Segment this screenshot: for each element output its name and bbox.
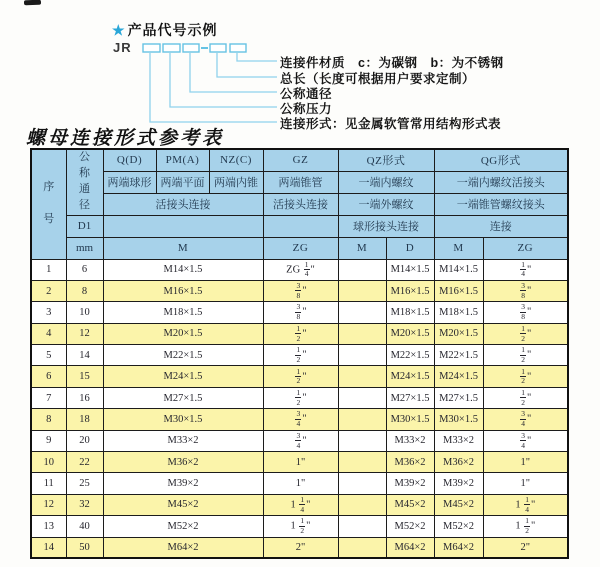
fraction-value: $\frac{1}{2}$ (525, 516, 529, 536)
table-row (31, 516, 568, 537)
cell-seq: 9 (31, 430, 66, 451)
cell-qz_m (338, 366, 386, 387)
cell-seq: 1 (31, 259, 66, 280)
cell-qg_m: M16×1.5 (434, 280, 483, 301)
fraction-value: $\frac{1}{2}$ (296, 366, 301, 386)
fraction-value: $\frac{3}{8}$ (521, 281, 525, 300)
code-box-5 (230, 44, 246, 52)
header-code-nzc: NZ(C) (209, 149, 263, 171)
cell-seq: 10 (31, 452, 66, 473)
fraction-value: $\frac{3}{8}$ (296, 281, 301, 300)
header-qz-sub3: 球形接头连接 (338, 215, 434, 237)
fraction-value: $\frac{3}{4}$ (521, 430, 525, 450)
header-sub-nzc: 两端内锥 (209, 171, 263, 193)
header-unit-qg-m: M (434, 237, 483, 259)
callout-label-material: 连接件材质 c：为碳钢 b：为不锈钢 (280, 56, 504, 70)
cell-zg: $\frac{1}{2}$ " (263, 387, 338, 408)
fraction-value: $\frac{1}{2}$ (521, 366, 525, 386)
cell-qg_zg: $\frac{1}{2}$ " (483, 323, 568, 344)
header-code-pma: PM(A) (156, 149, 209, 171)
cell-qg_m: M33×2 (434, 430, 483, 451)
cell-seq: 4 (31, 323, 66, 344)
cell-m: M52×2 (103, 516, 263, 537)
code-box-3 (183, 44, 199, 52)
cell-m: M22×1.5 (103, 345, 263, 366)
cell-qg_m: M64×2 (434, 537, 483, 558)
cell-qz_d: M30×1.5 (386, 409, 434, 430)
cell-zg: $\frac{3}{8}$ " (263, 280, 338, 301)
cell-m: M16×1.5 (103, 280, 263, 301)
cell-qg_m: M27×1.5 (434, 387, 483, 408)
callout-line-form (150, 53, 277, 122)
fraction-value: $\frac{1}{2}$ (296, 388, 301, 407)
fraction-value: $\frac{3}{4}$ (296, 430, 301, 450)
cell-m: M14×1.5 (103, 259, 263, 280)
cell-dn: 6 (66, 259, 103, 280)
cell-qg_zg: $\frac{3}{4}$ " (483, 409, 568, 430)
cell-qz_d: M16×1.5 (386, 280, 434, 301)
header-unit-m: M (103, 237, 263, 259)
cell-qz_d: M24×1.5 (386, 366, 434, 387)
header-unit-qz-m: M (338, 237, 386, 259)
cell-m: M45×2 (103, 494, 263, 515)
cell-seq: 6 (31, 366, 66, 387)
cell-dn: 40 (66, 516, 103, 537)
fraction-value: $\frac{1}{4}$ (521, 259, 525, 279)
cell-dn: 14 (66, 345, 103, 366)
table-row (31, 302, 568, 323)
cell-qg_zg: 1 $\frac{1}{2}$ " (483, 516, 568, 537)
header-sub-pma: 两端平面 (156, 171, 209, 193)
header-qg-sub1: 一端内螺纹活接头 (434, 171, 568, 193)
callout-label-length: 总长（长度可根据用户要求定制） (280, 72, 476, 86)
table-body (31, 259, 568, 558)
callout-label-form: 连接形式：见金属软管常用结构形式表 (280, 117, 502, 131)
callout-line-length (217, 53, 277, 77)
cell-zg: ZG $\frac{1}{4}$ " (263, 259, 338, 280)
code-box-4 (210, 44, 226, 52)
cell-qz_d: M20×1.5 (386, 323, 434, 344)
cell-m: M64×2 (103, 537, 263, 558)
cell-qg_m: M36×2 (434, 452, 483, 473)
cell-qg_zg: $\frac{1}{2}$ " (483, 387, 568, 408)
cell-m: M36×2 (103, 452, 263, 473)
table-row (31, 323, 568, 344)
cell-dn: 25 (66, 473, 103, 494)
nut-connection-table (30, 148, 569, 559)
cell-qg_zg: 1" (483, 473, 568, 494)
table-row (31, 280, 568, 301)
fraction-value: $\frac{1}{2}$ (521, 388, 525, 407)
cell-m: M18×1.5 (103, 302, 263, 323)
fraction-value: $\frac{3}{8}$ (521, 302, 525, 322)
cell-qg_m: M22×1.5 (434, 345, 483, 366)
table-row (31, 387, 568, 408)
cell-m: M20×1.5 (103, 323, 263, 344)
cell-dn: 20 (66, 430, 103, 451)
cell-m: M30×1.5 (103, 409, 263, 430)
cell-qz_m (338, 430, 386, 451)
callout-label-diameter: 公称通径 (280, 87, 333, 101)
cell-seq: 13 (31, 516, 66, 537)
cell-qz_d: M52×2 (386, 516, 434, 537)
cell-zg: 2" (263, 537, 338, 558)
header-sub-gz: 两端锥管 (263, 171, 338, 193)
table-row (31, 430, 568, 451)
cell-dn: 22 (66, 452, 103, 473)
cell-zg: $\frac{3}{8}$ " (263, 302, 338, 323)
cell-seq: 14 (31, 537, 66, 558)
cell-qg_zg: $\frac{3}{8}$ " (483, 280, 568, 301)
cell-qg_zg: $\frac{3}{8}$ " (483, 302, 568, 323)
callout-line-material (237, 53, 277, 61)
header-sub-qd: 两端球形 (103, 171, 156, 193)
cell-qz_m (338, 259, 386, 280)
cell-zg: 1 $\frac{1}{4}$ " (263, 494, 338, 515)
cell-qg_m: M24×1.5 (434, 366, 483, 387)
cell-m: M27×1.5 (103, 387, 263, 408)
cell-seq: 7 (31, 387, 66, 408)
cell-seq: 11 (31, 473, 66, 494)
header-empty-left (103, 215, 263, 237)
table-row (31, 494, 568, 515)
star-icon: ★ (112, 22, 126, 38)
cell-dn: 50 (66, 537, 103, 558)
table-row (31, 259, 568, 280)
fraction-value: $\frac{1}{2}$ (521, 323, 525, 343)
cell-zg: $\frac{1}{2}$ " (263, 345, 338, 366)
cell-qg_m: M52×2 (434, 516, 483, 537)
fraction-value: $\frac{1}{2}$ (521, 345, 525, 364)
header-unit-zg: ZG (263, 237, 338, 259)
cell-qz_m (338, 537, 386, 558)
cell-qz_d: M18×1.5 (386, 302, 434, 323)
cell-qg_m: M30×1.5 (434, 409, 483, 430)
table-row (31, 409, 568, 430)
header-qz-sub2: 一端外螺纹 (338, 193, 434, 215)
header-dn: 公称通径 (66, 149, 103, 215)
table-title: 螺母连接形式参考表 (26, 128, 225, 149)
cell-qg_zg: $\frac{1}{2}$ " (483, 366, 568, 387)
header-joint-left: 活接头连接 (103, 193, 263, 215)
header-qg-sub2: 一端锥管螺纹接头 (434, 193, 568, 215)
cell-m: M24×1.5 (103, 366, 263, 387)
cell-seq: 5 (31, 345, 66, 366)
callout-label-pressure: 公称压力 (280, 102, 333, 116)
fraction-value: $\frac{3}{4}$ (521, 409, 525, 429)
header-unit-qz-d: D (386, 237, 434, 259)
cell-qg_zg: $\frac{1}{2}$ " (483, 345, 568, 366)
cell-qg_zg: $\frac{3}{4}$ " (483, 430, 568, 451)
header-code-gz: GZ (263, 149, 338, 171)
code-box-1 (143, 44, 160, 52)
header-joint-gz: 活接头连接 (263, 193, 338, 215)
header-empty-gz (263, 215, 338, 237)
cell-qg_m: M45×2 (434, 494, 483, 515)
fraction-value: $\frac{1}{2}$ (296, 323, 301, 343)
table-row (31, 452, 568, 473)
cell-qz_d: M14×1.5 (386, 259, 434, 280)
cell-zg: $\frac{1}{2}$ " (263, 366, 338, 387)
cell-dn: 32 (66, 494, 103, 515)
header-unit-qg-zg: ZG (483, 237, 568, 259)
cell-qz_d: M45×2 (386, 494, 434, 515)
cell-seq: 3 (31, 302, 66, 323)
table-header (31, 149, 568, 259)
cell-zg: 1" (263, 473, 338, 494)
cell-zg: $\frac{3}{4}$ " (263, 430, 338, 451)
cell-qg_zg: $\frac{1}{4}$ " (483, 259, 568, 280)
header-mm: mm (66, 237, 103, 259)
product-code-prefix: JR (113, 40, 132, 55)
cell-qz_m (338, 280, 386, 301)
header-qg-sub3: 连接 (434, 215, 568, 237)
callout-line-diameter (190, 53, 277, 92)
header-code-qz: QZ形式 (338, 149, 434, 171)
cell-qg_zg: 1 $\frac{1}{4}$ " (483, 494, 568, 515)
cell-m: M39×2 (103, 473, 263, 494)
cell-qz_d: M36×2 (386, 452, 434, 473)
cell-qz_m (338, 516, 386, 537)
cell-dn: 18 (66, 409, 103, 430)
cell-qg_zg: 1" (483, 452, 568, 473)
cell-seq: 12 (31, 494, 66, 515)
fraction-value: $\frac{1}{4}$ (525, 494, 529, 514)
cell-zg: $\frac{1}{2}$ " (263, 323, 338, 344)
cell-qz_m (338, 452, 386, 473)
cell-qg_m: M18×1.5 (434, 302, 483, 323)
cell-zg: 1 $\frac{1}{2}$ " (263, 516, 338, 537)
cell-qz_m (338, 302, 386, 323)
cell-zg: 1" (263, 452, 338, 473)
cell-dn: 8 (66, 280, 103, 301)
cell-qz_m (338, 345, 386, 366)
cell-qz_d: M22×1.5 (386, 345, 434, 366)
cell-qg_zg: 2" (483, 537, 568, 558)
cell-qg_m: M14×1.5 (434, 259, 483, 280)
table-row (31, 366, 568, 387)
fraction-value: $\frac{1}{2}$ (296, 345, 301, 364)
cell-qz_d: M64×2 (386, 537, 434, 558)
cell-qg_m: M20×1.5 (434, 323, 483, 344)
cell-dn: 15 (66, 366, 103, 387)
cell-zg: $\frac{3}{4}$ " (263, 409, 338, 430)
fraction-value: $\frac{3}{4}$ (296, 409, 301, 429)
cell-qz_m (338, 409, 386, 430)
table-row (31, 537, 568, 558)
header-d1: D1 (66, 215, 103, 237)
header-qz-sub1: 一端内螺纹 (338, 171, 434, 193)
cell-qz_m (338, 323, 386, 344)
cell-qz_m (338, 387, 386, 408)
cell-qz_m (338, 473, 386, 494)
header-code-qg: QG形式 (434, 149, 568, 171)
cell-dn: 10 (66, 302, 103, 323)
cell-qz_d: M39×2 (386, 473, 434, 494)
table-row (31, 345, 568, 366)
cell-qz_d: M27×1.5 (386, 387, 434, 408)
fraction-value: $\frac{3}{8}$ (296, 302, 301, 322)
cell-qz_m (338, 494, 386, 515)
cell-seq: 2 (31, 280, 66, 301)
header-seq: 序号 (31, 149, 66, 259)
header-code-qd: Q(D) (103, 149, 156, 171)
table-row (31, 473, 568, 494)
code-box-2 (163, 44, 180, 52)
cell-dn: 16 (66, 387, 103, 408)
fraction-value: $\frac{1}{2}$ (300, 516, 305, 536)
cell-seq: 8 (31, 409, 66, 430)
cell-m: M33×2 (103, 430, 263, 451)
cell-qg_m: M39×2 (434, 473, 483, 494)
fraction-value: $\frac{1}{4}$ (300, 494, 305, 514)
diagram-title-text: 产品代号示例 (127, 22, 218, 38)
cell-dn: 12 (66, 323, 103, 344)
fraction-value: $\frac{1}{4}$ (304, 259, 309, 279)
cell-qz_d: M33×2 (386, 430, 434, 451)
